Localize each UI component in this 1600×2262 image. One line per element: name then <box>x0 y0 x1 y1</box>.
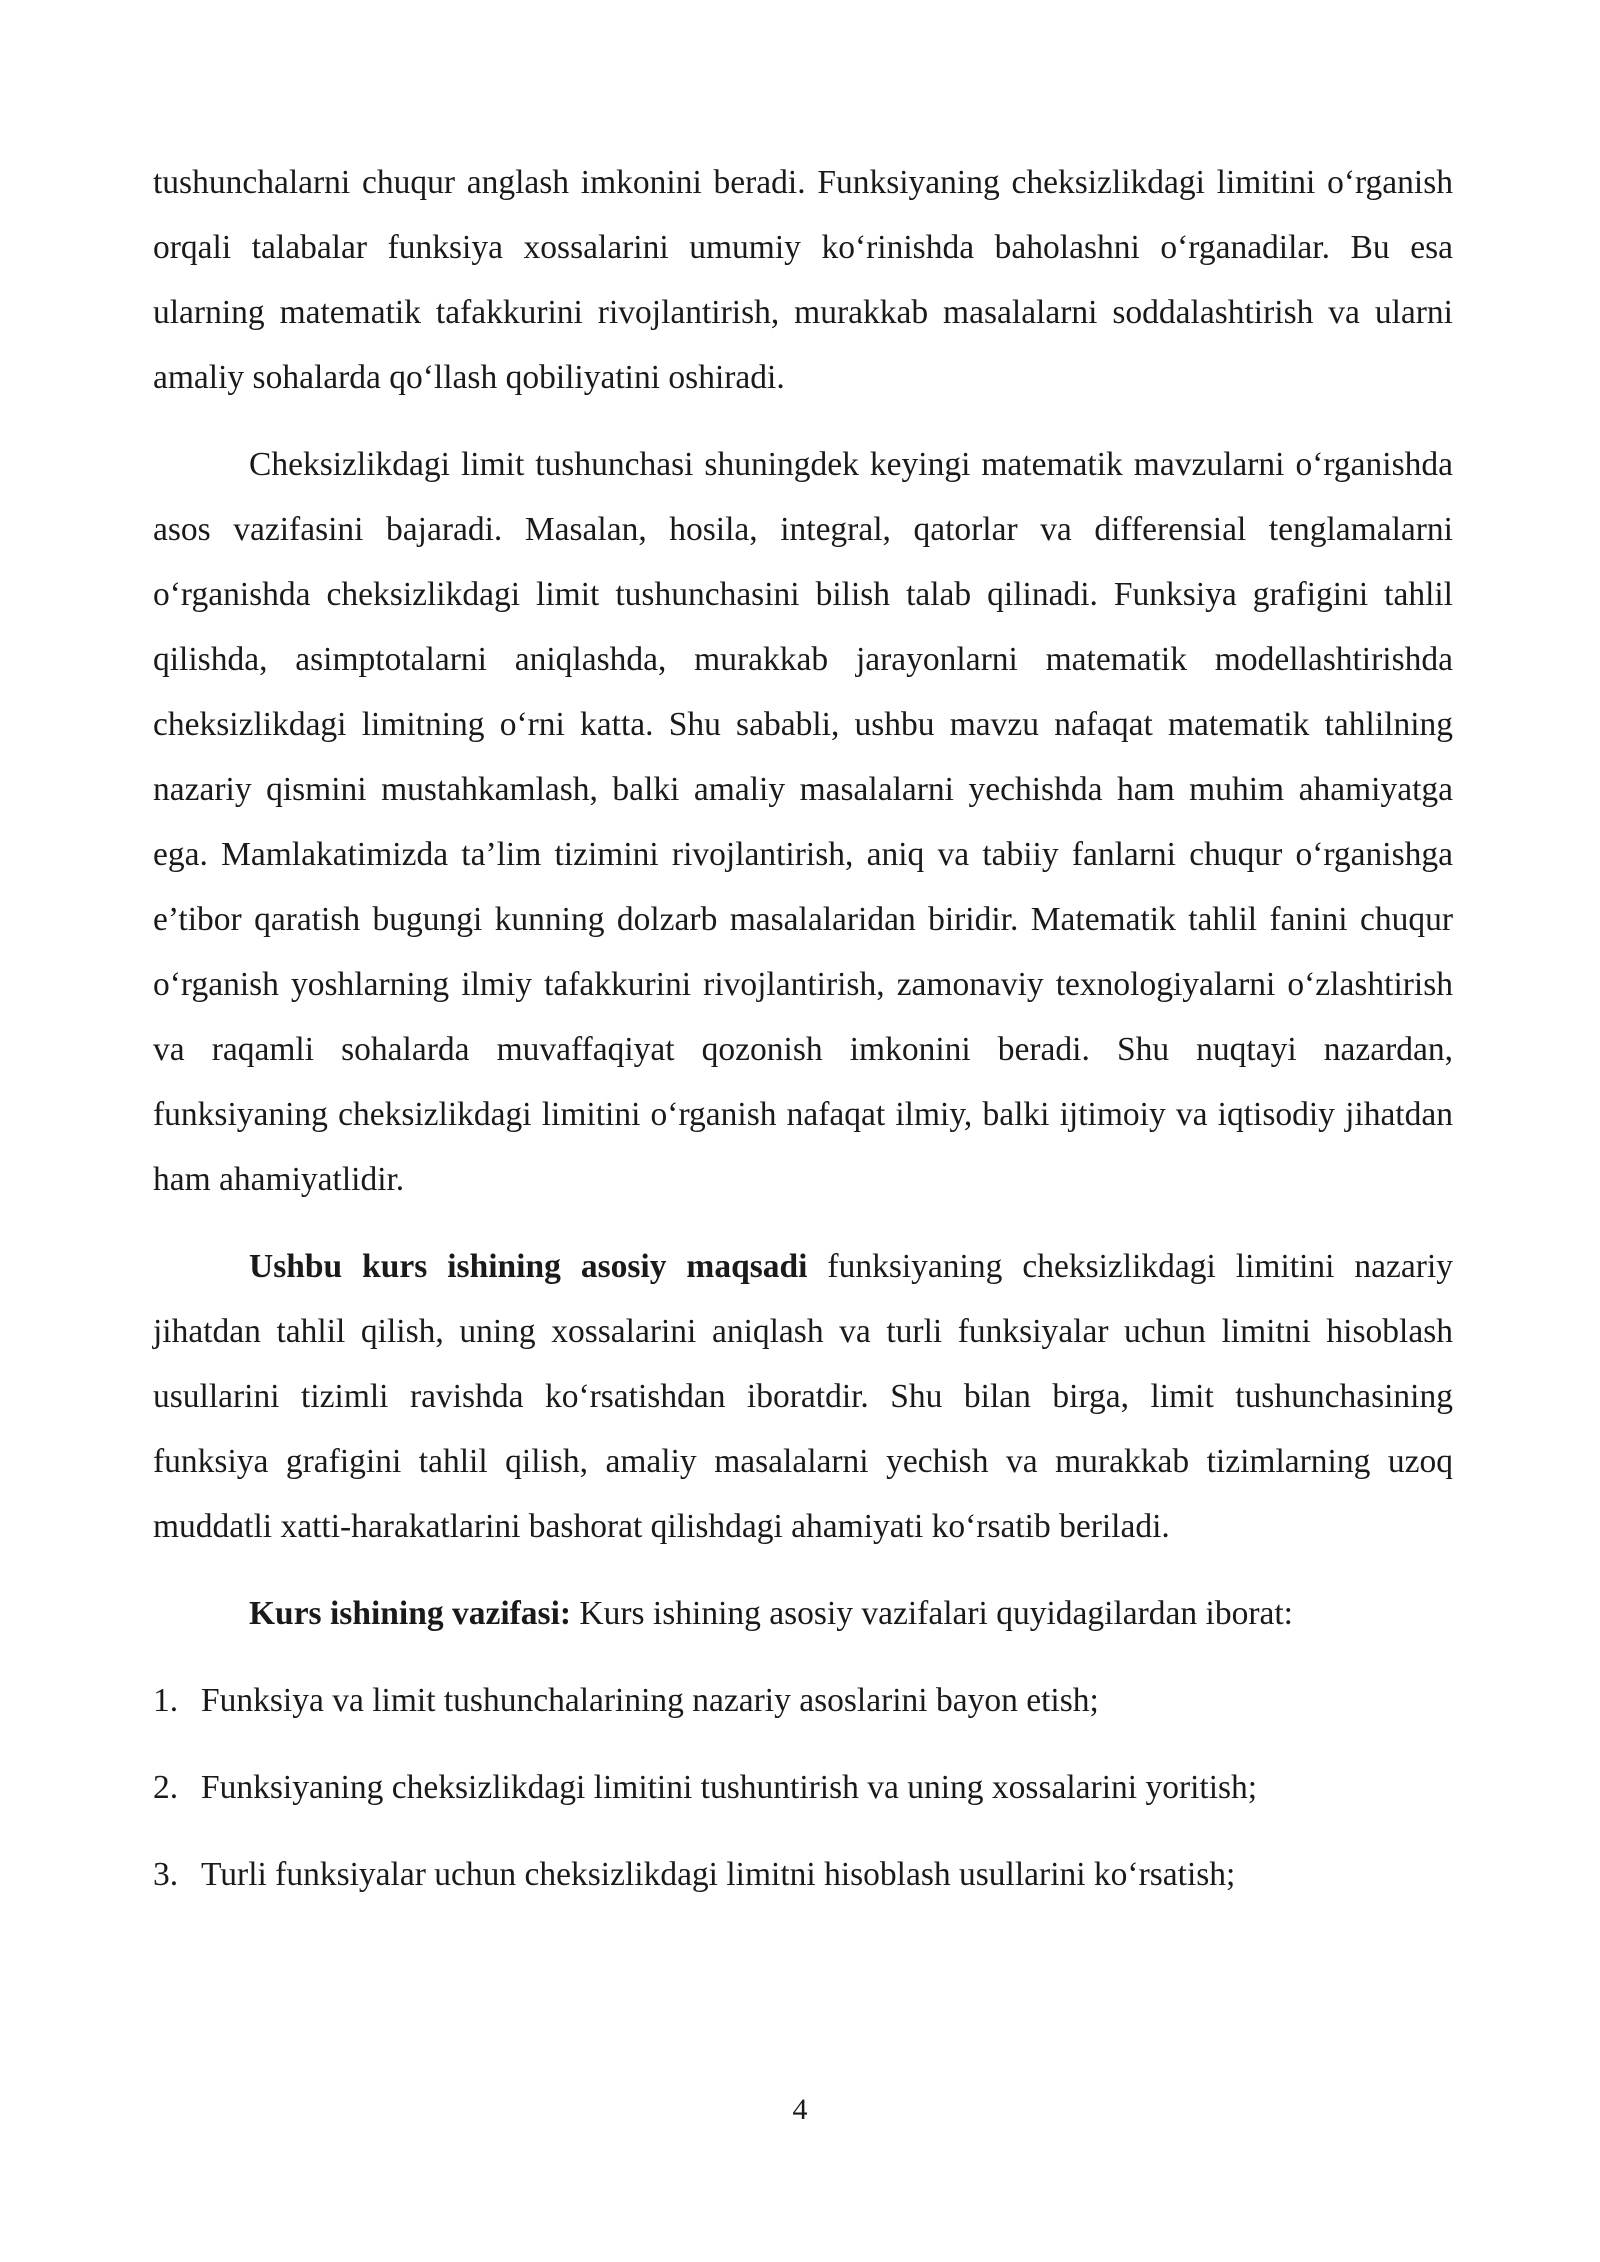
list-item <box>153 1755 1453 1820</box>
list-item-number: 2. <box>153 1769 179 1806</box>
course-tasks-heading: Kurs ishining vazifasi: <box>249 1595 572 1632</box>
page-number: 4 <box>792 2093 808 2126</box>
paragraph-course-goal <box>153 1234 1453 1559</box>
tasks-list <box>153 1668 1453 1907</box>
paragraph-limit-foundation: Cheksizlikdagi limit tushunchasi shuningdek keyingi matematik mavzularni o‘rganishda asos vazifasini bajaradi. Masalan, hosila, integral, qatorlar va differensial tenglamalarni o‘rganishda cheksizlikdagi limit tushunchasini bilish talab qilinadi. Funksiya grafigini tahlil qilishda, asimptotalarni aniqlashda, murakkab jarayonlarni matematik modellashtirishda cheksizlikdagi limitning o‘rni katta. Shu sababli, ushbu mavzu nafaqat matematik tahlilning nazariy qismini mustahkamlash, balki amaliy masalalarni yechishda ham muhim ahamiyatga ega. Mamlakatimizda ta’lim tizimini rivojlantirish, aniq va tabiiy fanlarni chuqur o‘rganishga e’tibor qaratish bugungi kunning dolzarb masalalaridan biridir. Matematik tahlil fanini chuqur o‘rganish yoshlarning ilmiy tafakkurini rivojlantirish, zamonaviy texnologiyalarni o‘zlashtirish va raqamli sohalarda muvaffaqiyat qozonish imkonini beradi. Shu nuqtayi nazardan, funksiyaning cheksizlikdagi limitini o‘rganish nafaqat ilmiy, balki ijtimoiy va iqtisodiy jihatdan ham ahamiyatlidir. <box>153 446 1453 1198</box>
course-goal-text: funksiyaning cheksizlikdagi limitini nazariy jihatdan tahlil qilish, uning xossalarini aniqlash va turli funksiyalar uchun limitni hisoblash usullarini tizimli ravishda ko‘rsatishdan iboratdir. Shu bilan birga, limit tushunchasining funksiya grafigini tahlil qilish, amaliy masalalarni yechish va murakkab tizimlarning uzoq muddatli xatti-harakatlarini bashorat qilishdagi ahamiyati ko‘rsatib beriladi. <box>153 1248 1453 1545</box>
paragraph-intro-continuation: tushunchalarni chuqur anglash imkonini beradi. Funksiyaning cheksizlikdagi limitini o‘rganish orqali talabalar funksiya xossalarini umumiy ko‘rinishda baholashni o‘rganadilar. Bu esa ularning matematik tafakkurini rivojlantirish, murakkab masalalarni soddalashtirish va ularni amaliy sohalarda qo‘llash qobiliyatini oshiradi. <box>153 164 1453 396</box>
list-item-text: Turli funksiyalar uchun cheksizlikdagi limitni hisoblash usullarini ko‘rsatish; <box>201 1856 1236 1893</box>
list-item <box>153 1842 1453 1907</box>
list-item-number: 1. <box>153 1682 179 1719</box>
list-item <box>153 1668 1453 1733</box>
list-item-number: 3. <box>153 1856 179 1893</box>
document-page <box>153 150 1453 1929</box>
course-goal-heading: Ushbu kurs ishining asosiy maqsadi <box>249 1248 808 1285</box>
list-item-text: Funksiya va limit tushunchalarining nazariy asoslarini bayon etish; <box>201 1682 1099 1719</box>
paragraph-course-tasks <box>153 1581 1453 1646</box>
course-tasks-intro: Kurs ishining asosiy vazifalari quyidagilardan iborat: <box>571 1595 1293 1632</box>
list-item-text: Funksiyaning cheksizlikdagi limitini tushuntirish va uning xossalarini yoritish; <box>201 1769 1258 1806</box>
